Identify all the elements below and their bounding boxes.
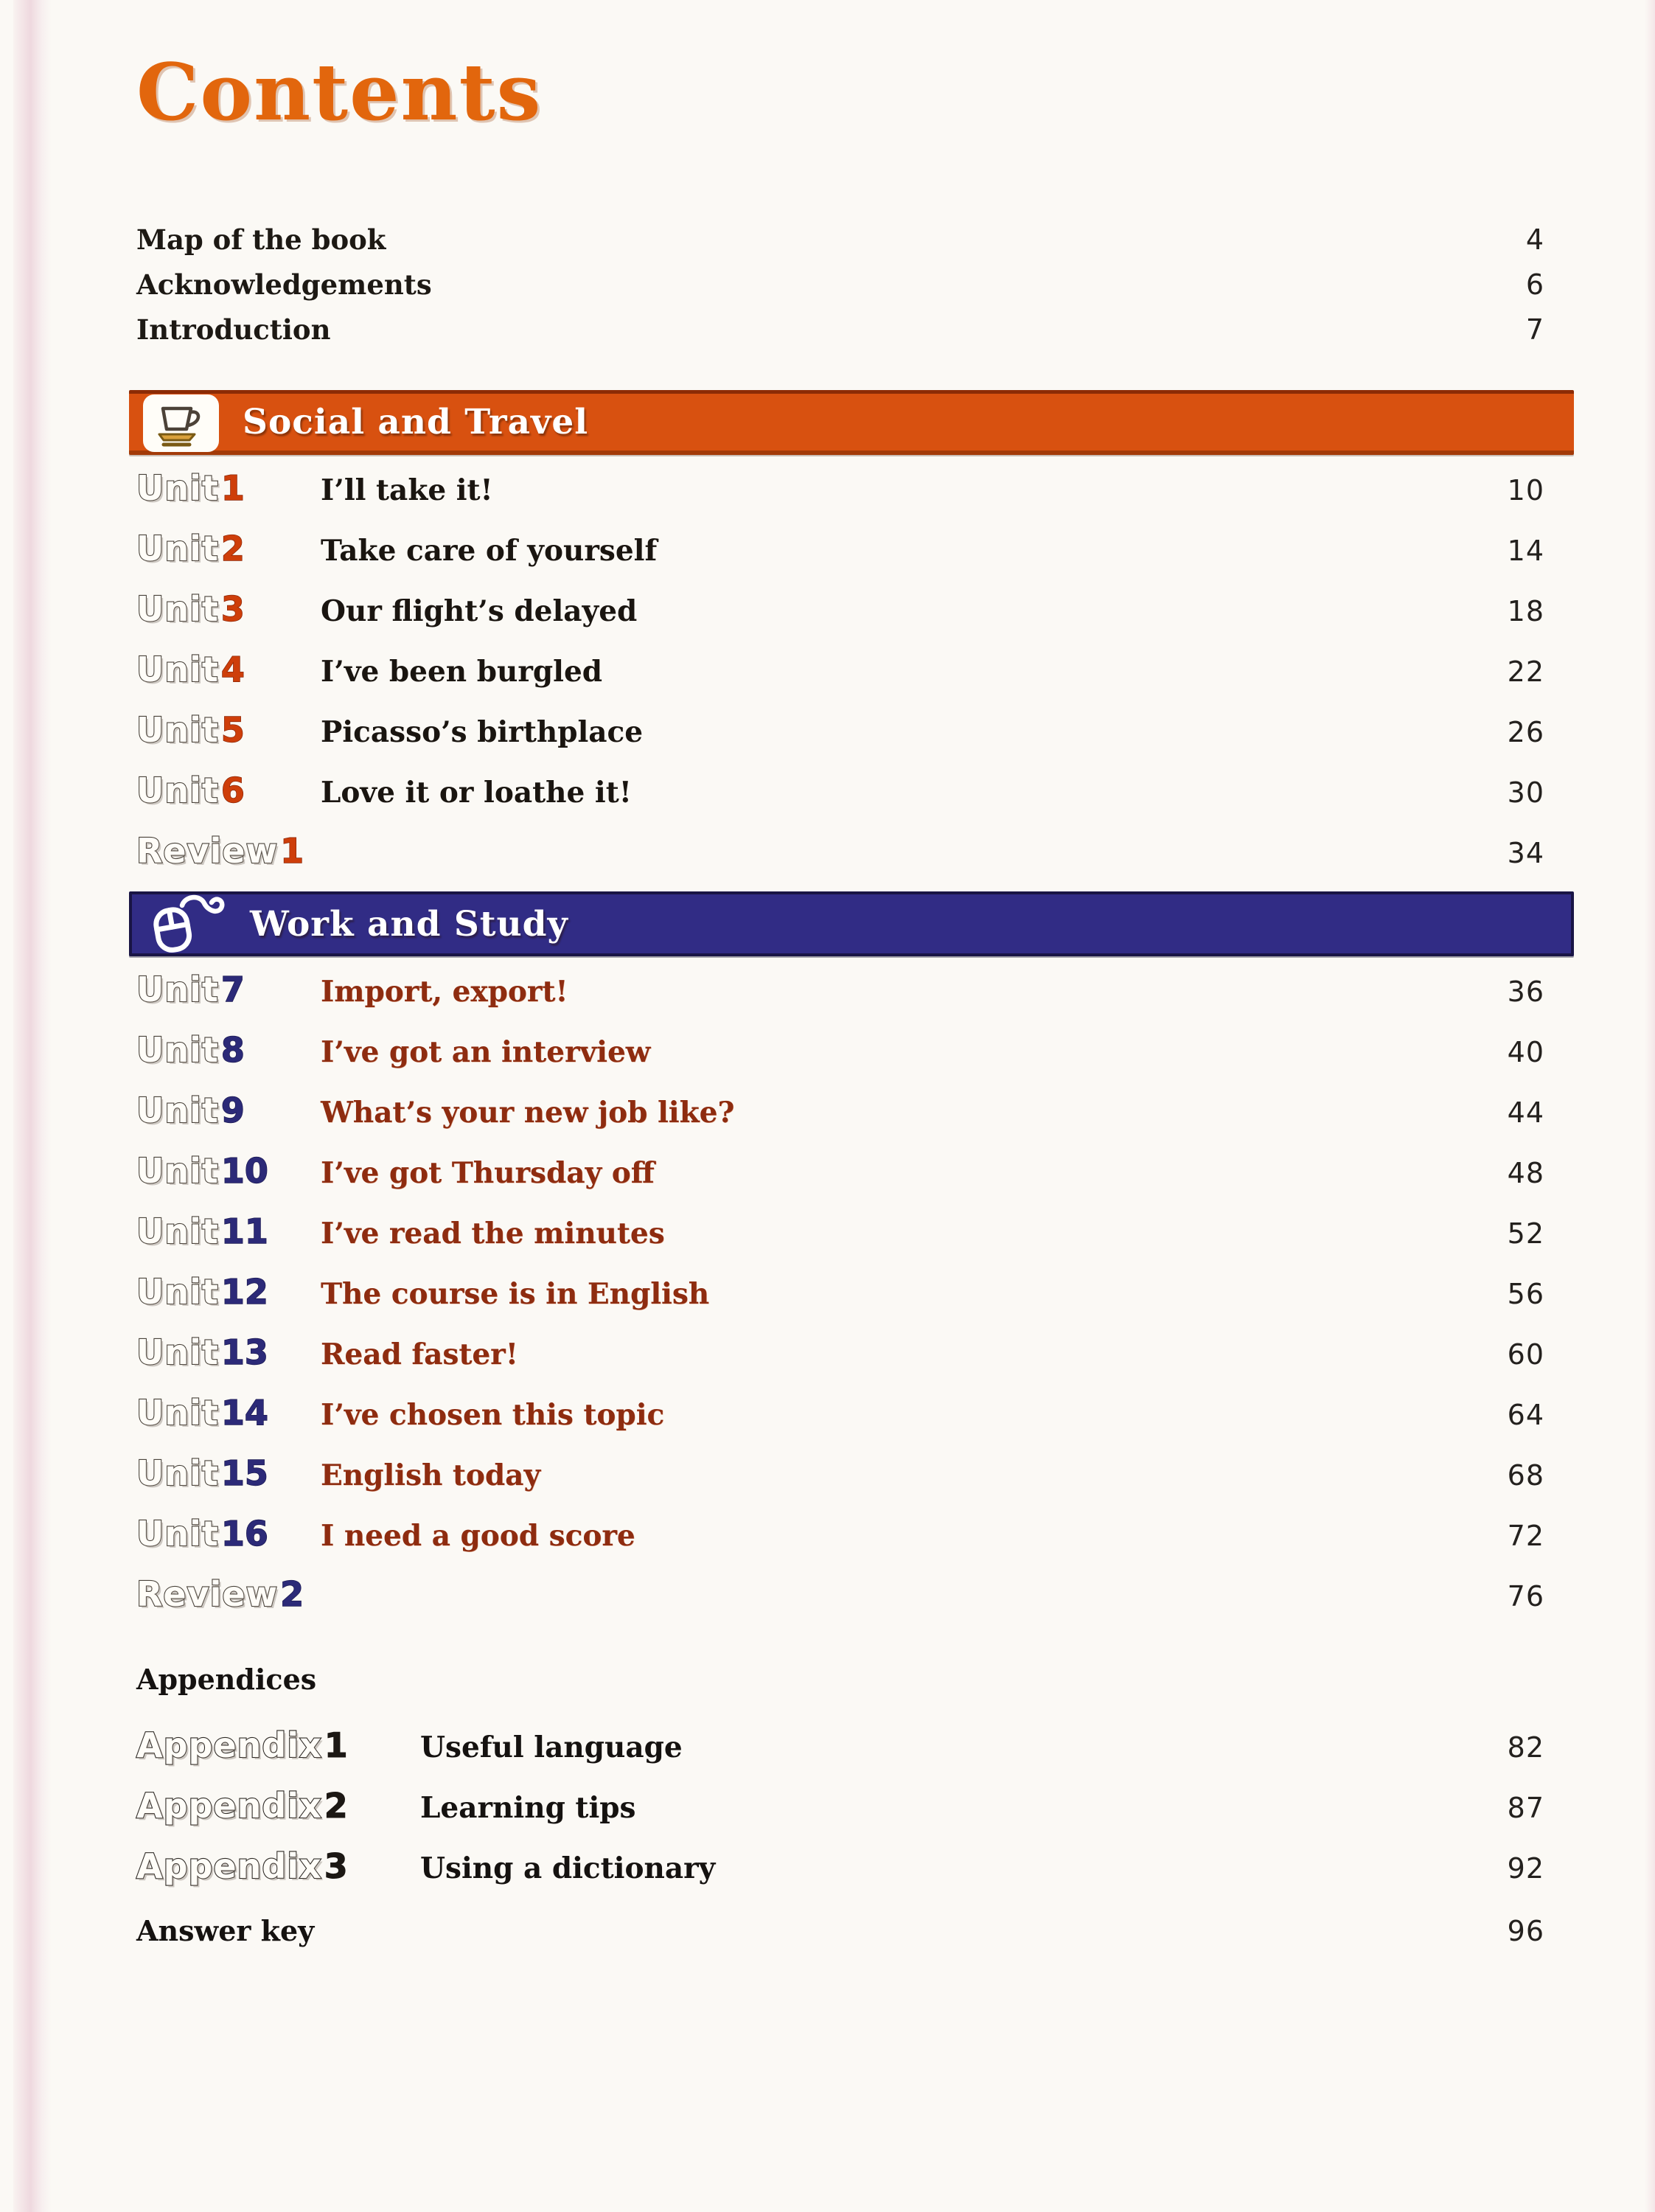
page-number: 40 bbox=[1507, 1036, 1544, 1068]
front-matter-row bbox=[136, 223, 1544, 256]
unit-number: 11 bbox=[220, 1211, 268, 1251]
appendix-number: 2 bbox=[324, 1786, 348, 1826]
section-banner-work-study bbox=[129, 891, 1574, 956]
page-number: 6 bbox=[1525, 268, 1544, 301]
appendix-word: Appendix bbox=[136, 1725, 322, 1765]
toc-entry-review bbox=[136, 1574, 1544, 1618]
toc-entry bbox=[136, 1211, 1544, 1256]
page-number: 56 bbox=[1507, 1278, 1544, 1310]
unit-number: 3 bbox=[220, 589, 245, 629]
page-number: 76 bbox=[1507, 1580, 1544, 1613]
unit-title: Picasso’s birthplace bbox=[321, 715, 644, 749]
toc-entry-appendix bbox=[136, 1846, 1544, 1891]
unit-label bbox=[136, 1514, 321, 1554]
page-binding-edge bbox=[13, 0, 52, 2212]
unit-title: I’ve chosen this topic bbox=[321, 1398, 665, 1432]
unit-number: 5 bbox=[220, 710, 245, 750]
unit-title: The course is in English bbox=[321, 1277, 710, 1311]
front-matter-label: Map of the book bbox=[136, 223, 386, 256]
page-number: 68 bbox=[1507, 1459, 1544, 1492]
unit-word: Unit bbox=[136, 1453, 219, 1493]
unit-label bbox=[136, 529, 321, 568]
toc-entry bbox=[136, 650, 1544, 694]
computer-mouse-icon bbox=[144, 894, 231, 959]
toc-entry bbox=[136, 970, 1544, 1014]
appendix-label bbox=[136, 1846, 420, 1886]
unit-word: Unit bbox=[136, 589, 219, 629]
page-title: Contents bbox=[136, 46, 543, 138]
unit-label bbox=[136, 1151, 321, 1191]
page-number: 4 bbox=[1525, 223, 1544, 256]
work-study-entries bbox=[136, 970, 1544, 1618]
toc-entry bbox=[136, 1393, 1544, 1437]
page-number: 14 bbox=[1507, 535, 1544, 567]
page-number: 7 bbox=[1525, 313, 1544, 346]
contents-page bbox=[136, 0, 1544, 1951]
page-number: 72 bbox=[1507, 1520, 1544, 1552]
unit-number: 15 bbox=[220, 1453, 268, 1493]
unit-label bbox=[136, 1272, 321, 1312]
unit-number: 8 bbox=[220, 1030, 245, 1070]
unit-number: 1 bbox=[220, 468, 245, 508]
unit-word: Unit bbox=[136, 1332, 219, 1372]
appendix-word: Appendix bbox=[136, 1786, 322, 1826]
unit-word: Unit bbox=[136, 1272, 219, 1312]
unit-word: Unit bbox=[136, 1514, 219, 1554]
front-matter-label: Introduction bbox=[136, 313, 331, 346]
unit-label bbox=[136, 1091, 321, 1130]
appendix-entries bbox=[136, 1725, 1544, 1891]
appendix-title: Using a dictionary bbox=[420, 1851, 716, 1885]
unit-label bbox=[136, 1332, 321, 1372]
unit-title: Import, export! bbox=[321, 975, 568, 1009]
unit-title: Our flight’s delayed bbox=[321, 594, 638, 628]
section-title: Social and Travel bbox=[243, 402, 589, 442]
unit-number: 6 bbox=[220, 771, 245, 810]
front-matter-row bbox=[136, 268, 1544, 301]
front-matter bbox=[136, 223, 1544, 346]
review-word: Review bbox=[136, 831, 279, 871]
unit-number: 10 bbox=[220, 1151, 268, 1191]
toc-entry bbox=[136, 1514, 1544, 1558]
unit-number: 16 bbox=[220, 1514, 268, 1554]
unit-word: Unit bbox=[136, 1393, 219, 1433]
section-title: Work and Study bbox=[250, 903, 568, 945]
unit-word: Unit bbox=[136, 650, 219, 689]
page-number: 60 bbox=[1507, 1338, 1544, 1371]
unit-number: 4 bbox=[220, 650, 245, 689]
unit-title: Love it or loathe it! bbox=[321, 776, 632, 810]
unit-title: English today bbox=[321, 1458, 541, 1492]
page-number: 96 bbox=[1507, 1915, 1544, 1947]
page-edge-right bbox=[1645, 0, 1655, 2212]
unit-label bbox=[136, 1393, 321, 1433]
toc-entry bbox=[136, 1091, 1544, 1135]
unit-word: Unit bbox=[136, 970, 219, 1009]
unit-title: I’ve been burgled bbox=[321, 655, 603, 689]
toc-entry bbox=[136, 589, 1544, 633]
front-matter-label: Acknowledgements bbox=[136, 268, 432, 301]
page-number: 87 bbox=[1507, 1792, 1544, 1824]
unit-number: 2 bbox=[220, 529, 245, 568]
unit-title: I’ll take it! bbox=[321, 473, 493, 507]
answer-key-row bbox=[136, 1914, 1544, 1951]
unit-number: 12 bbox=[220, 1272, 268, 1312]
unit-label bbox=[136, 589, 321, 629]
unit-word: Unit bbox=[136, 468, 219, 508]
unit-word: Unit bbox=[136, 529, 219, 568]
appendix-word: Appendix bbox=[136, 1846, 322, 1886]
toc-entry bbox=[136, 468, 1544, 512]
page-number: 64 bbox=[1507, 1399, 1544, 1431]
unit-number: 7 bbox=[220, 970, 245, 1009]
unit-label bbox=[136, 710, 321, 750]
unit-label bbox=[136, 970, 321, 1009]
page-number: 82 bbox=[1507, 1731, 1544, 1764]
review-label bbox=[136, 1574, 321, 1614]
review-number: 1 bbox=[280, 831, 304, 871]
unit-title: Take care of yourself bbox=[321, 534, 658, 568]
unit-label bbox=[136, 771, 321, 810]
toc-entry bbox=[136, 771, 1544, 815]
page-number: 48 bbox=[1507, 1157, 1544, 1189]
unit-number: 13 bbox=[220, 1332, 268, 1372]
toc-entry bbox=[136, 1030, 1544, 1074]
unit-title: Read faster! bbox=[321, 1338, 518, 1371]
unit-label bbox=[136, 650, 321, 689]
appendix-label bbox=[136, 1725, 420, 1765]
appendices-heading: Appendices bbox=[136, 1663, 317, 1696]
unit-word: Unit bbox=[136, 1091, 219, 1130]
unit-title: I’ve got an interview bbox=[321, 1035, 651, 1069]
page-number: 52 bbox=[1507, 1217, 1544, 1250]
unit-word: Unit bbox=[136, 710, 219, 750]
unit-label bbox=[136, 1211, 321, 1251]
appendix-label bbox=[136, 1786, 420, 1826]
teacup-icon bbox=[141, 392, 223, 457]
appendix-title: Useful language bbox=[420, 1731, 683, 1764]
toc-entry bbox=[136, 1453, 1544, 1498]
unit-word: Unit bbox=[136, 1030, 219, 1070]
review-word: Review bbox=[136, 1574, 279, 1614]
page-number: 22 bbox=[1507, 655, 1544, 688]
unit-title: I need a good score bbox=[321, 1519, 635, 1553]
page-number: 34 bbox=[1507, 837, 1544, 869]
page-number: 30 bbox=[1507, 776, 1544, 809]
unit-title: What’s your new job like? bbox=[321, 1096, 735, 1130]
section-banner-social-travel bbox=[129, 390, 1574, 455]
toc-entry-review bbox=[136, 831, 1544, 875]
unit-number: 9 bbox=[220, 1091, 245, 1130]
unit-title: I’ve read the minutes bbox=[321, 1217, 665, 1251]
toc-entry bbox=[136, 1151, 1544, 1195]
unit-word: Unit bbox=[136, 1151, 219, 1191]
toc-entry bbox=[136, 710, 1544, 754]
page-number: 10 bbox=[1507, 474, 1544, 507]
appendix-number: 1 bbox=[324, 1725, 348, 1765]
page-number: 26 bbox=[1507, 716, 1544, 748]
page-number: 92 bbox=[1507, 1852, 1544, 1885]
answer-key-label: Answer key bbox=[136, 1914, 315, 1947]
unit-word: Unit bbox=[136, 771, 219, 810]
review-label bbox=[136, 831, 321, 871]
appendix-number: 3 bbox=[324, 1846, 348, 1886]
unit-label bbox=[136, 1453, 321, 1493]
toc-entry-appendix bbox=[136, 1725, 1544, 1770]
page-number: 36 bbox=[1507, 975, 1544, 1008]
toc-entry-appendix bbox=[136, 1786, 1544, 1830]
unit-word: Unit bbox=[136, 1211, 219, 1251]
toc-entry bbox=[136, 1272, 1544, 1316]
unit-label bbox=[136, 1030, 321, 1070]
review-number: 2 bbox=[280, 1574, 304, 1614]
toc-entry bbox=[136, 1332, 1544, 1377]
page-number: 44 bbox=[1507, 1096, 1544, 1129]
unit-title: I’ve got Thursday off bbox=[321, 1156, 655, 1190]
appendix-title: Learning tips bbox=[420, 1791, 636, 1825]
front-matter-row bbox=[136, 313, 1544, 346]
social-travel-entries bbox=[136, 468, 1544, 875]
unit-number: 14 bbox=[220, 1393, 268, 1433]
page-number: 18 bbox=[1507, 595, 1544, 627]
toc-entry bbox=[136, 529, 1544, 573]
unit-label bbox=[136, 468, 321, 508]
